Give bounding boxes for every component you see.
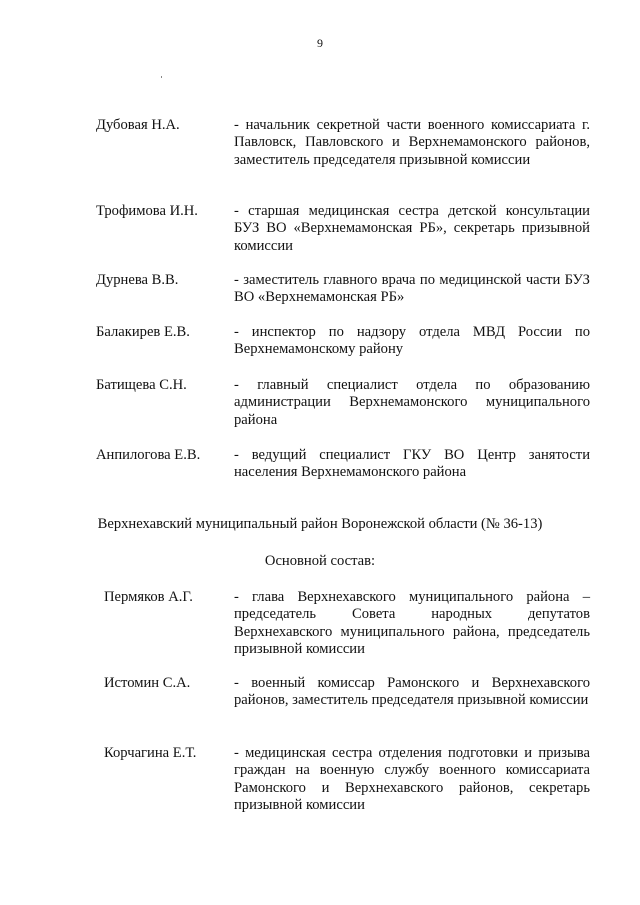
- member-role: - ведущий специалист ГКУ ВО Центр занятости населения Верхнемамонского района: [234, 447, 590, 481]
- member-role: - заместитель главного врача по медицинской части БУЗ ВО «Верхнемамонская РБ»: [234, 272, 590, 306]
- member-name: Трофимова И.Н.: [96, 203, 198, 219]
- member-name: Дурнева В.В.: [96, 272, 179, 288]
- member-name: Батищева С.Н.: [96, 377, 187, 393]
- member-role: - глава Верхнехавского муниципального района – председатель Совета народных депутатов Верхнехавского муниципального района, председатель призывной комиссии: [234, 589, 590, 658]
- member-name: Пермяков А.Г.: [104, 589, 193, 605]
- member-name: Дубовая Н.А.: [96, 117, 180, 133]
- member-role: - старшая медицинская сестра детской консультации БУЗ ВО «Верхнемамонская РБ», секретарь призывной комиссии: [234, 203, 590, 254]
- member-name: Истомин С.А.: [104, 675, 191, 691]
- scan-mark: [161, 76, 162, 78]
- member-role: - главный специалист отдела по образованию администрации Верхнемамонского муниципального района: [234, 377, 590, 428]
- district-title: Верхнехавский муниципальный район Воронежской области (№ 36-13): [97, 516, 543, 532]
- member-role: - инспектор по надзору отдела МВД России по Верхнемамонскому району: [234, 324, 590, 358]
- member-name: Корчагина Е.Т.: [104, 745, 197, 761]
- member-name: Балакирев Е.В.: [96, 324, 190, 340]
- composition-title: Основной состав:: [264, 553, 376, 569]
- member-role: - военный комиссар Рамонского и Верхнехавского районов, заместитель председателя призывной комиссии: [234, 675, 590, 709]
- member-role: - начальник секретной части военного комиссариата г. Павловск, Павловского и Верхнемамонского районов, заместитель председателя призывной комиссии: [234, 117, 590, 168]
- member-role: - медицинская сестра отделения подготовки и призыва граждан на военную службу военного комиссариата Рамонского и Верхнехавского районов, секретарь призывной комиссии: [234, 745, 590, 814]
- member-name: Анпилогова Е.В.: [96, 447, 201, 463]
- page-number: 9: [317, 36, 323, 50]
